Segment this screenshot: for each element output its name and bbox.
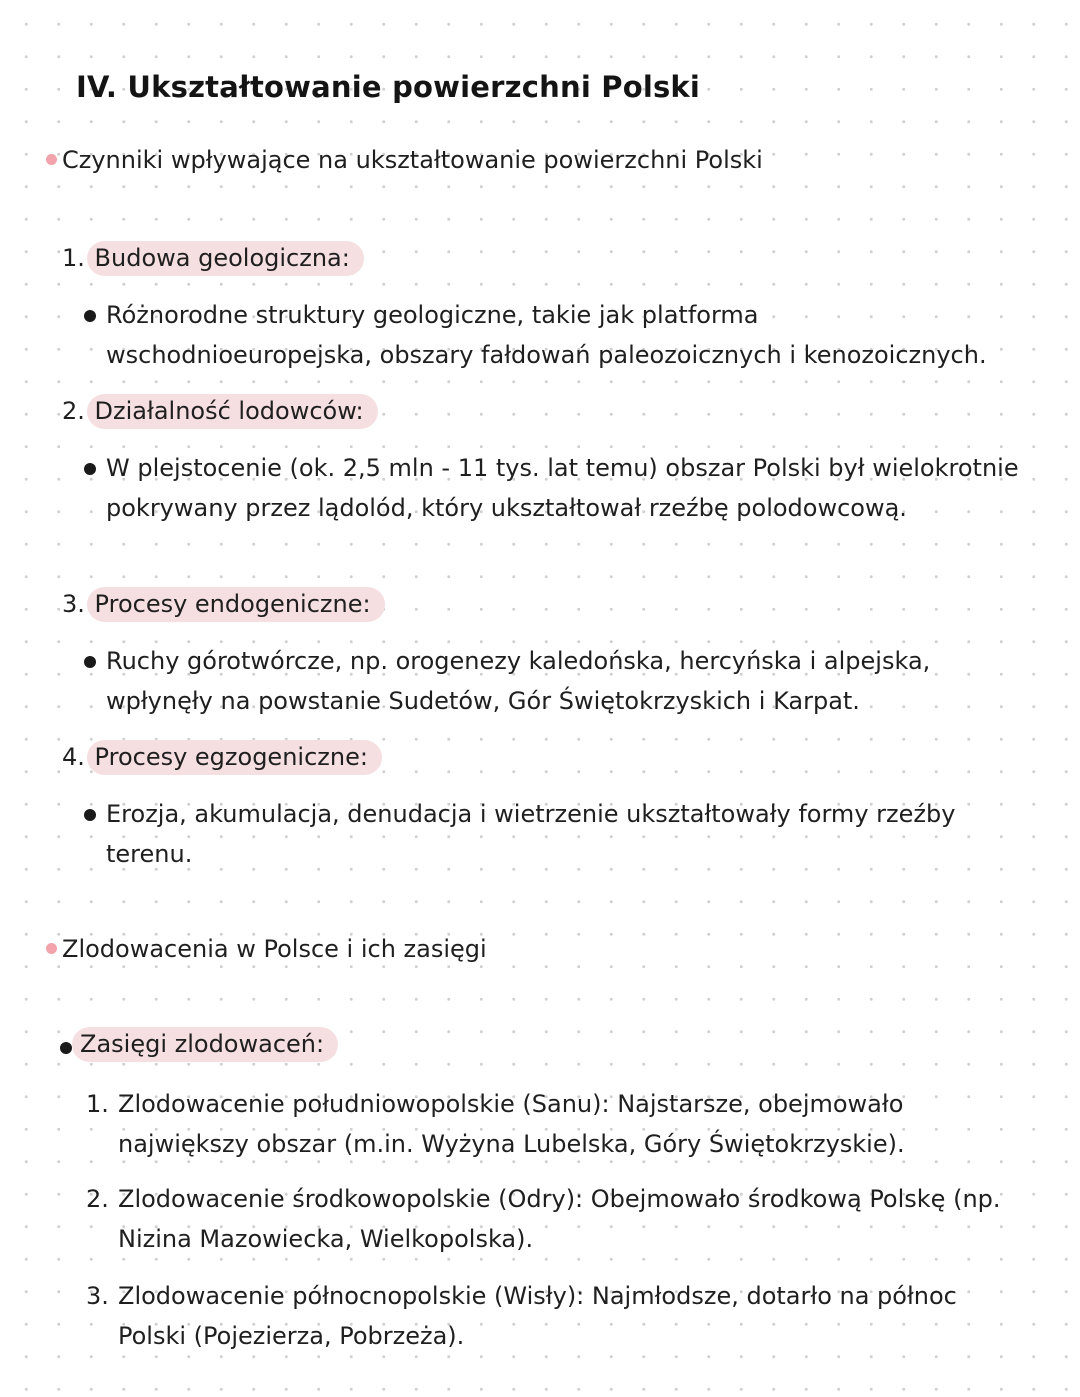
- factor-label: Procesy endogeniczne:: [87, 587, 385, 622]
- factor-label: Procesy egzogeniczne:: [87, 740, 382, 775]
- factor-1-bullet: [80, 295, 1020, 375]
- item-text: Zlodowacenie północnopolskie (Wisły): Najmłodsze, dotarło na północ Polski (Pojezierza, Pobrzeża).: [118, 1282, 957, 1350]
- factor-label: Budowa geologiczna:: [87, 241, 364, 276]
- factor-1-heading: [62, 244, 364, 272]
- factor-number: 4.: [62, 743, 85, 771]
- factor-description: Różnorodne struktury geologiczne, takie jak platforma wschodnioeuropejska, obszary fałdowań paleozoicznych i kenozoicznych.: [106, 301, 987, 369]
- subheading-label: Zasięgi zlodowaceń:: [72, 1027, 338, 1062]
- factor-3-bullet: [80, 641, 1020, 721]
- glaciation-item-2: [86, 1179, 1026, 1259]
- item-number: 3.: [86, 1282, 109, 1310]
- bullet-dot-icon: [60, 1042, 72, 1054]
- factor-2-heading: [62, 397, 378, 425]
- factor-2-bullet: [80, 448, 1020, 528]
- item-text: Zlodowacenie południowopolskie (Sanu): Najstarsze, obejmowało największy obszar (m.in. Wyżyna Lubelska, Góry Świętokrzyskie).: [118, 1090, 905, 1158]
- section-heading-text: Zlodowacenia w Polsce i ich zasięgi: [62, 935, 487, 963]
- section-heading-factors: [46, 146, 763, 174]
- glaciation-item-3: [86, 1276, 1026, 1356]
- factor-3-heading: [62, 590, 385, 618]
- item-number: 2.: [86, 1185, 109, 1213]
- factor-description: W plejstocenie (ok. 2,5 mln - 11 tys. lat temu) obszar Polski był wielokrotnie pokrywany przez lądolód, który ukształtował rzeźbę polodowcową.: [106, 454, 1019, 522]
- factor-label: Działalność lodowców:: [87, 394, 378, 429]
- item-number: 1.: [86, 1090, 109, 1118]
- bullet-dot-icon: [84, 463, 96, 475]
- bullet-dot-icon: [84, 310, 96, 322]
- pink-bullet-icon: [46, 943, 57, 954]
- factor-4-bullet: [80, 794, 1020, 874]
- page-title: IV. Ukształtowanie powierzchni Polski: [76, 70, 701, 104]
- section-heading-glaciations: [46, 935, 487, 963]
- factor-number: 3.: [62, 590, 85, 618]
- factor-number: 1.: [62, 244, 85, 272]
- bullet-dot-icon: [84, 809, 96, 821]
- factor-4-heading: [62, 743, 382, 771]
- bullet-dot-icon: [84, 656, 96, 668]
- factor-number: 2.: [62, 397, 85, 425]
- pink-bullet-icon: [46, 154, 57, 165]
- factor-description: Erozja, akumulacja, denudacja i wietrzenie ukształtowały formy rzeźby terenu.: [106, 800, 956, 868]
- glaciation-ranges-subheading: [58, 1030, 338, 1058]
- section-heading-text: Czynniki wpływające na ukształtowanie powierzchni Polski: [62, 146, 763, 174]
- glaciation-item-1: [86, 1084, 1026, 1164]
- item-text: Zlodowacenie środkowopolskie (Odry): Obejmowało środkową Polskę (np. Nizina Mazowiecka, Wielkopolska).: [118, 1185, 1001, 1253]
- factor-description: Ruchy górotwórcze, np. orogenezy kaledońska, hercyńska i alpejska, wpłynęły na powstanie Sudetów, Gór Świętokrzyskich i Karpat.: [106, 647, 931, 715]
